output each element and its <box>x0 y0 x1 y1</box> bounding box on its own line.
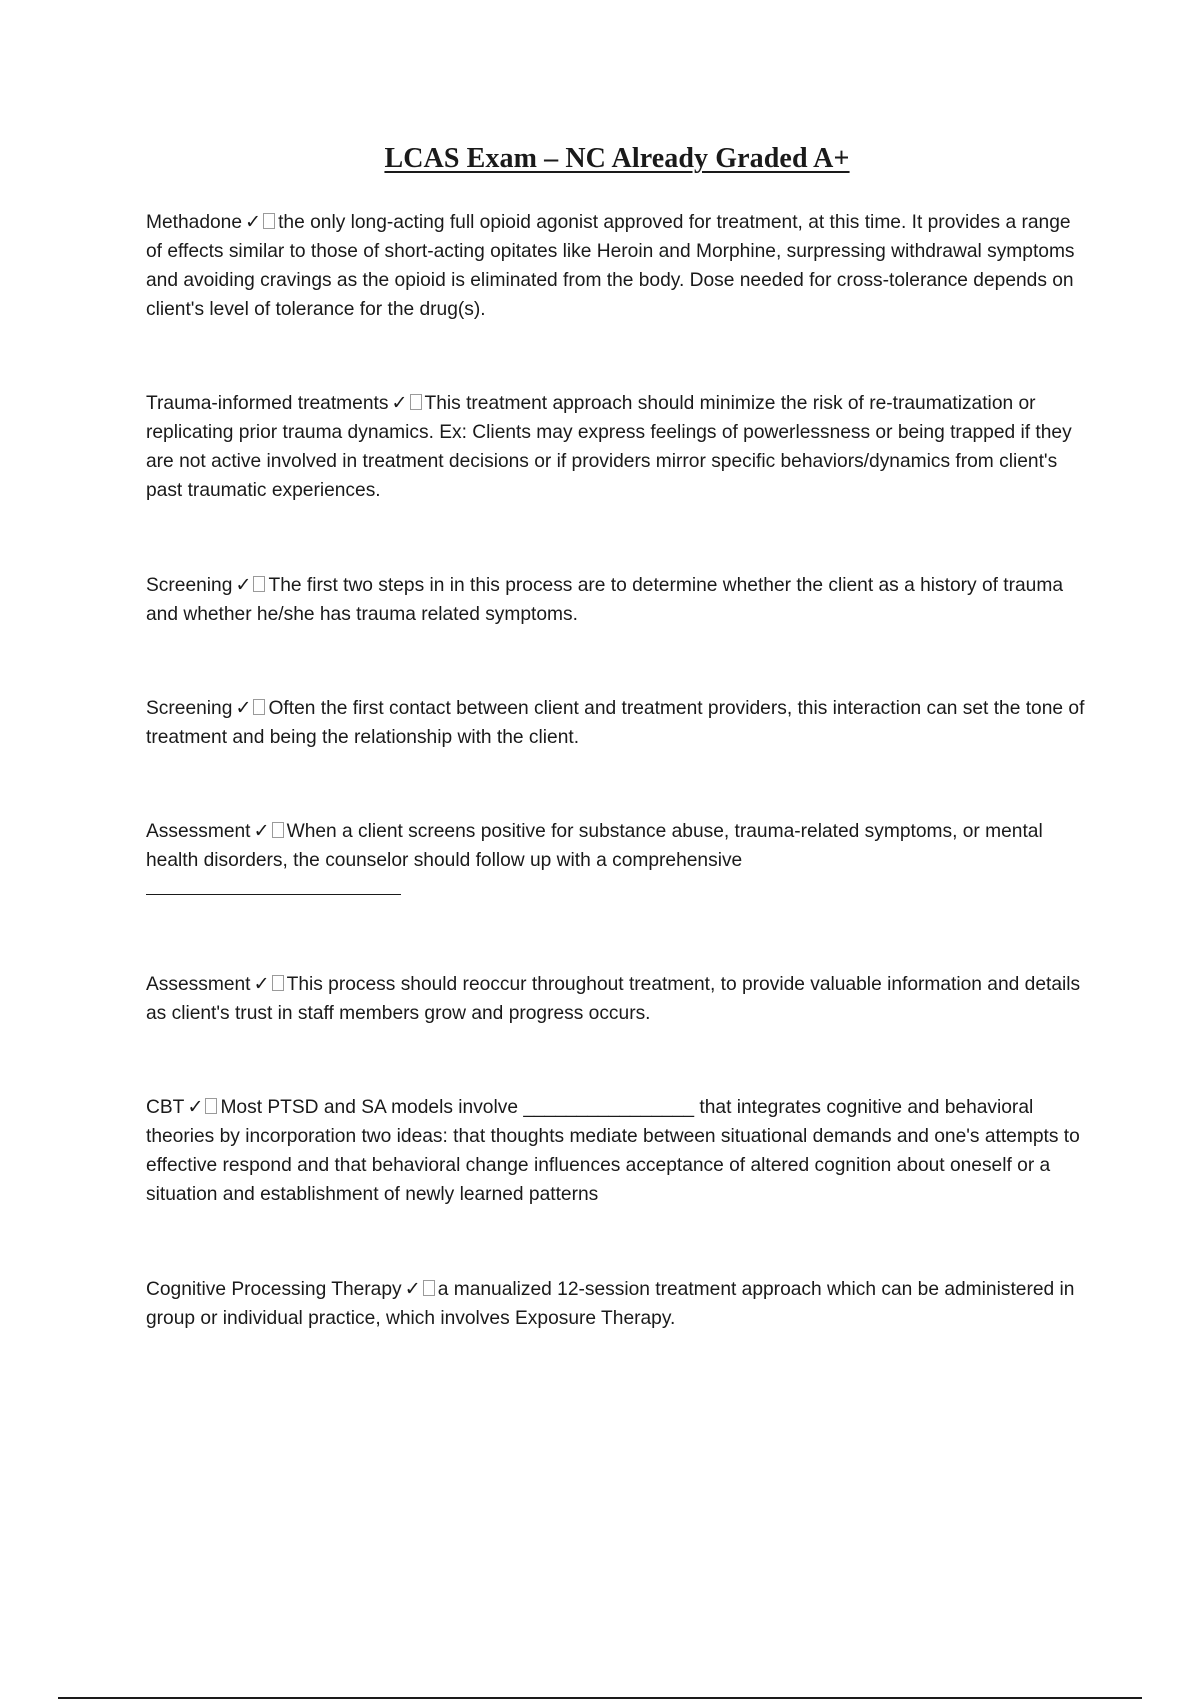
entry-definition: This treatment approach should minimize the risk of re-traumatization or replicating prior trauma dynamics. Ex: Clients may express feelings of powerlessness or being trapped if they are not active involved in treatment decisions or if providers mirror specific behaviors/dynamics from client's past traumatic experiences. <box>146 393 1072 501</box>
entry-term: Screening <box>146 698 233 719</box>
box-icon <box>253 699 265 715</box>
footer-divider <box>58 1697 1142 1699</box>
entry-term: Assessment <box>146 974 251 995</box>
entry-term: Screening <box>146 575 233 596</box>
entry-definition: This process should reoccur throughout treatment, to provide valuable information and details as client's trust in staff members grow and progress occurs. <box>146 974 1081 1024</box>
entry-term: Assessment <box>146 821 251 842</box>
flashcard-entry <box>146 389 1086 505</box>
checkmark-icon: ✓ <box>391 393 408 414</box>
document-title: LCAS Exam – NC Already Graded A+ <box>384 143 850 174</box>
box-icon <box>272 822 284 838</box>
checkmark-icon: ✓ <box>187 1097 204 1118</box>
entry-term: Trauma-informed treatments <box>146 393 389 414</box>
checkmark-icon: ✓ <box>253 821 270 842</box>
entry-term: Methadone <box>146 212 243 233</box>
flashcard-entry <box>146 571 1086 629</box>
checkmark-icon: ✓ <box>404 1279 421 1300</box>
box-icon <box>253 576 265 592</box>
entry-definition: Most PTSD and SA models involve ________________ that integrates cognitive and behavioral theories by incorporation two ideas: that thoughts mediate between situational demands and one's attempts to effective respond and that behavioral change influences acceptance of altered cognition about oneself or a situation and establishment of newly learned patterns <box>146 1097 1080 1205</box>
checkmark-icon: ✓ <box>253 974 270 995</box>
flashcard-entry <box>146 1093 1086 1209</box>
entry-definition: The first two steps in in this process are to determine whether the client as a history of trauma and whether he/she has trauma related symptoms. <box>146 575 1063 625</box>
box-icon <box>205 1098 217 1114</box>
flashcard-entry <box>146 208 1086 324</box>
entry-term: Cognitive Processing Therapy <box>146 1279 402 1300</box>
entry-term: CBT <box>146 1097 185 1118</box>
box-icon <box>263 213 275 229</box>
box-icon <box>272 975 284 991</box>
flashcard-entry <box>146 970 1086 1028</box>
entry-definition: a manualized 12-session treatment approach which can be administered in group or individual practice, which involves Exposure Therapy. <box>146 1279 1075 1329</box>
checkmark-icon: ✓ <box>235 698 252 719</box>
flashcard-entry <box>146 694 1086 752</box>
answer-blank <box>146 880 401 895</box>
flashcard-entry <box>146 817 1086 904</box>
flashcard-entry <box>146 1275 1086 1333</box>
checkmark-icon: ✓ <box>235 575 252 596</box>
box-icon <box>410 394 422 410</box>
entry-definition: the only long-acting full opioid agonist approved for treatment, at this time. It provides a range of effects similar to those of short-acting opitates like Heroin and Morphine, surpressing withdrawal symptoms and avoiding cravings as the opioid is eliminated from the body. Dose needed for cross-tolerance depends on client's level of tolerance for the drug(s). <box>146 212 1075 320</box>
box-icon <box>423 1280 435 1296</box>
entry-definition: When a client screens positive for substance abuse, trauma-related symptoms, or mental health disorders, the counselor should follow up with a comprehensive <box>146 821 1043 871</box>
entry-definition: Often the first contact between client and treatment providers, this interaction can set the tone of treatment and being the relationship with the client. <box>146 698 1085 748</box>
checkmark-icon: ✓ <box>245 212 262 233</box>
